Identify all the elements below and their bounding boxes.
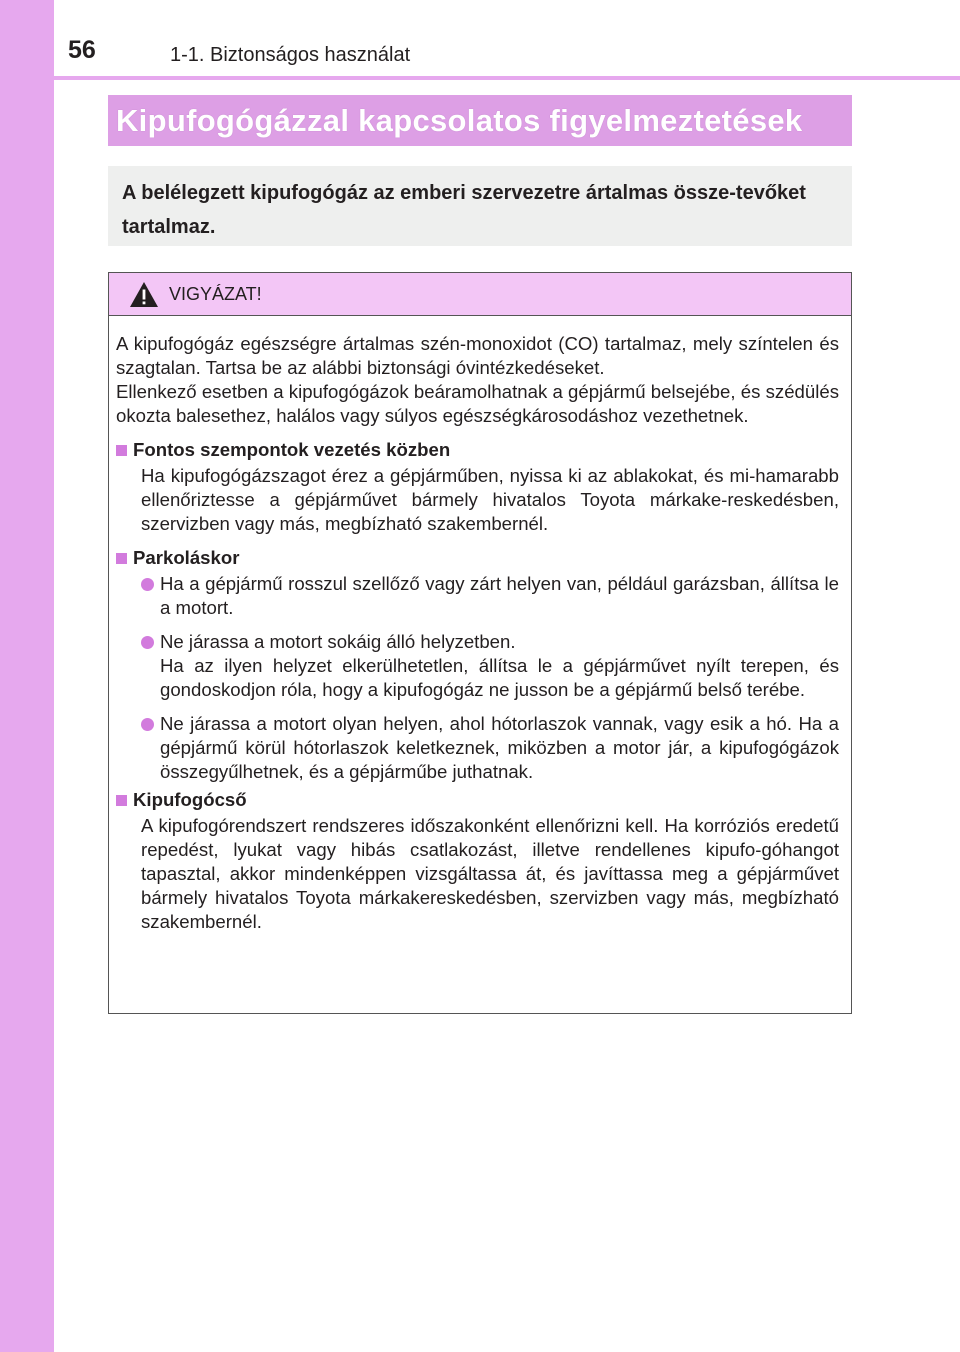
list-item-text: Ha a gépjármű rosszul szellőző vagy zárt helyen van, például garázsban, állítsa le a motort. bbox=[160, 573, 839, 618]
section-heading-driving bbox=[116, 438, 839, 464]
circle-bullet-icon bbox=[141, 578, 154, 591]
section-heading-parking bbox=[116, 546, 839, 572]
warning-intro-2: Ellenkező esetben a kipufogógázok beáramolhatnak a gépjármű belsejébe, és szédülés okozta balesethez, halálos vagy súlyos egészségkárosodáshoz vezethetnek. bbox=[116, 381, 839, 426]
section-title: 1-1. Biztonságos használat bbox=[170, 44, 411, 66]
warning-intro-1: A kipufogógáz egészségre ártalmas szén-monoxidot (CO) tartalmaz, mely színtelen és szagtalan. Tartsa be az alábbi biztonsági óvintézkedéseket. bbox=[116, 333, 839, 378]
section-text-driving: Ha kipufogógázszagot érez a gépjárműben, nyissa ki az ablakokat, és mi-hamarabb ellenőriztesse a gépjárművet bármely hivatalos Toyota márkake-reskedésben, szervizben vagy más, megbízható szakembernél. bbox=[141, 465, 839, 534]
section-heading-text: Parkoláskor bbox=[133, 547, 240, 568]
section-heading-text: Kipufogócső bbox=[133, 789, 247, 810]
square-bullet-icon bbox=[116, 553, 127, 564]
list-item bbox=[116, 712, 839, 784]
title-bar bbox=[108, 95, 852, 146]
warning-label: VIGYÁZAT! bbox=[169, 283, 262, 304]
list-item-text-group bbox=[160, 630, 839, 702]
section-heading-exhaust-pipe bbox=[116, 788, 839, 814]
header-rule bbox=[54, 76, 960, 80]
summary-box bbox=[108, 166, 852, 246]
page-number: 56 bbox=[68, 36, 96, 64]
page-title: Kipufogógázzal kapcsolatos figyelmeztetések bbox=[116, 102, 803, 138]
warning-triangle-icon bbox=[129, 281, 159, 308]
list-item bbox=[116, 572, 839, 620]
warning-box bbox=[108, 272, 852, 1014]
list-item-text: Ha az ilyen helyzet elkerülhetetlen, állítsa le a gépjárművet nyílt terepen, és gondoskodjon róla, hogy a kipufogógáz ne jusson be a gépjármű belső terébe. bbox=[160, 655, 839, 700]
list-item-text: Ne járassa a motort sokáig álló helyzetben. bbox=[160, 631, 516, 652]
list-item bbox=[116, 630, 839, 702]
warning-body bbox=[109, 316, 851, 934]
square-bullet-icon bbox=[116, 795, 127, 806]
circle-bullet-icon bbox=[141, 636, 154, 649]
square-bullet-icon bbox=[116, 445, 127, 456]
side-color-strip bbox=[0, 0, 54, 1352]
summary-text: A belélegzett kipufogógáz az emberi szervezetre ártalmas össze-tevőket tartalmaz. bbox=[122, 182, 806, 238]
warning-header bbox=[109, 273, 851, 316]
list-item-text: Ne járassa a motort olyan helyen, ahol hótorlaszok vannak, vagy esik a hó. Ha a gépjármű körül hótorlaszok keletkeznek, miközben a motor jár, a kipufogógázok összegyűlhetnek, és a gépjárműbe juthatnak. bbox=[160, 713, 839, 782]
section-text-exhaust-pipe: A kipufogórendszert rendszeres időszakonként ellenőrizni kell. Ha korróziós eredetű repedést, lyukat vagy hibás csatlakozást, illetve rendellenes kipufo-góhangot tapasztal, akkor mindenképpen vizsgáltassa át, és javíttassa meg a gépjárművet bármely hivatalos Toyota márkakereskedésben, szervizben vagy más, megbízható szakembernél. bbox=[141, 815, 839, 932]
circle-bullet-icon bbox=[141, 718, 154, 731]
section-heading-text: Fontos szempontok vezetés közben bbox=[133, 439, 451, 460]
